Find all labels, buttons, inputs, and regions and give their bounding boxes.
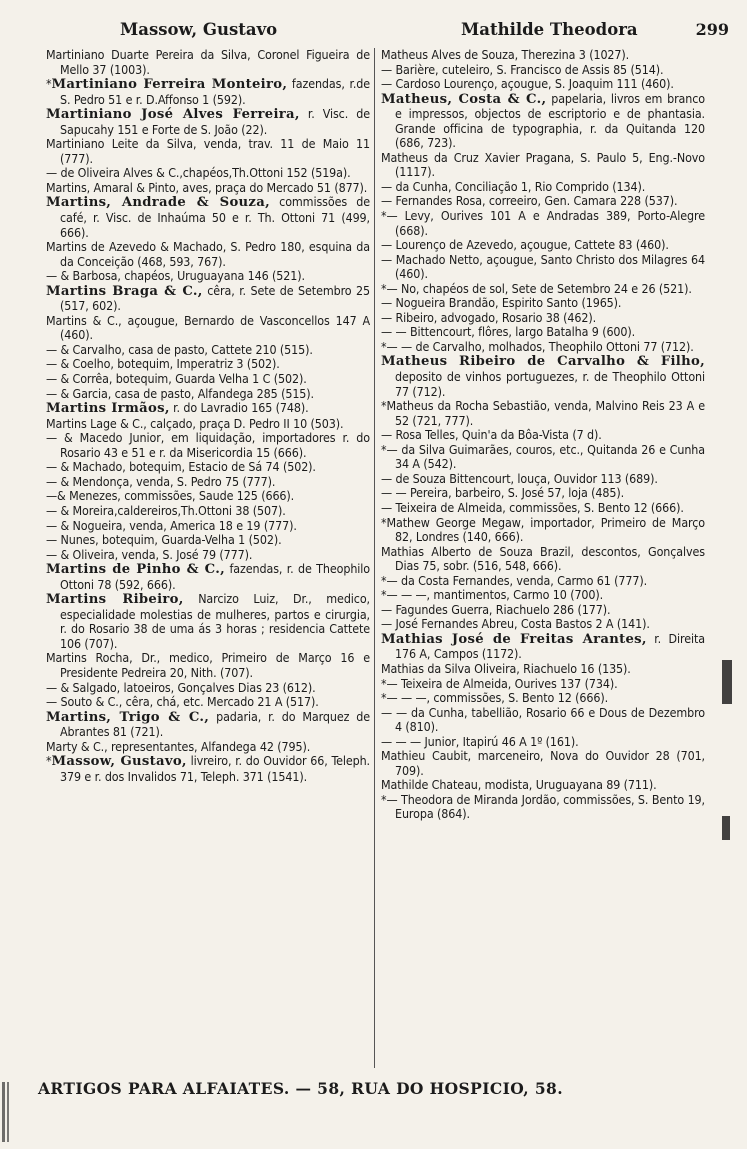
entry-text: — Rosa Telles, Quin'a da Bôa-Vista (7 d). [381,427,602,443]
entry-text: r. do Lavradio 165 (748). [169,400,309,416]
directory-columns [46,48,705,1068]
entry-asterisk: * [381,572,387,588]
entry-text: — Lourenço de Azevedo, açougue, Cattete 83 (460). [381,237,669,253]
entry-asterisk: * [381,208,387,224]
directory-entry [46,240,370,269]
margin-bracket-mark [2,1082,16,1142]
entry-text: — Souto & C., cêra, chá, etc. Mercado 21 A (517). [46,694,319,710]
entry-text: — de Souza Bittencourt, louça, Ouvidor 113 (689). [381,470,658,486]
entry-text: Martins, Amaral & Pinto, aves, praça do Mercado 51 (877). [46,179,368,195]
entry-text: — & Mendonça, venda, S. Pedro 75 (777). [46,473,276,489]
directory-entry [46,431,370,460]
entry-name: Matheus, Costa & C., [381,91,547,107]
entry-name: Martiniano José Alves Ferreira, [46,107,300,123]
entry-text: — Nunes, botequim, Guarda-Velha 1 (502). [46,532,282,548]
directory-entry [381,691,705,706]
directory-entry [381,428,705,443]
entry-text: cêra, r. Sete de Setembro 25 (517, 602). [60,282,371,314]
entry-name: Martiniano Ferreira Monteiro, [51,77,288,93]
entry-asterisk: * [381,514,387,530]
entry-text: padaria, r. do Marquez de Abrantes 81 (721). [60,708,371,740]
header-right-keyword: Mathilde Theodora [461,20,638,39]
directory-entry [381,354,705,399]
directory-entry [381,180,705,195]
entry-text: Mathilde Chateau, modista, Uruguayana 89 (711). [381,777,657,793]
entry-asterisk: * [381,441,387,457]
advertisement-footer: ARTIGOS PARA ALFAIATES. — 58, RUA DO HOSPICIO, 58. [38,1079,563,1098]
entry-text: deposito de vinhos portuguezes, r. de Theophilo Ottoni 77 (712). [395,369,705,399]
directory-entry [381,749,705,778]
directory-entry [46,460,370,475]
entry-name: Martins Irmãos, [46,401,170,417]
entry-asterisk: * [381,675,387,691]
entry-text: — & Nogueira, venda, America 18 e 19 (777). [46,517,297,533]
directory-entry [381,617,705,632]
directory-entry [46,137,370,166]
entry-text: commissões de café, r. Visc. de Inhaúma 50 e r. Th. Ottoni 71 (499, 666). [60,194,370,240]
entry-text: —& Menezes, commissões, Saude 125 (666). [46,488,295,504]
directory-entry [381,194,705,209]
entry-text: — da Silva Guimarães, couros, etc., Quitanda 26 e Cunha 34 A (542). [386,441,705,472]
entry-text: fazendas, r.de S. Pedro 51 e r. D.Affonso 1 (592). [60,76,370,107]
directory-entry [46,181,370,196]
directory-entry [381,574,705,589]
directory-entry [46,562,370,592]
header-left-keyword: Massow, Gustavo [120,20,278,39]
entry-asterisk: * [46,76,52,92]
entry-asterisk: * [381,690,387,706]
entry-text: — Ribeiro, advogado, Rosario 38 (462). [381,309,597,325]
directory-entry [381,209,705,238]
entry-text: Mathias da Silva Oliveira, Riachuelo 16 (135). [381,660,631,676]
directory-entry [46,417,370,432]
right-column [375,48,705,1068]
entry-text: — — —, commissões, S. Bento 12 (666). [386,690,609,706]
directory-entry [46,107,370,137]
entry-text: — & Carvalho, casa de pasto, Cattete 210 (515). [46,341,313,357]
directory-entry [381,92,705,151]
entry-text: — Teixeira de Almeida, Ourives 137 (734). [386,675,618,691]
entry-text: Mathew George Megaw, importador, Primeiro de Março 82, Londres (140, 666). [386,514,705,545]
entry-text: — — —, mantimentos, Carmo 10 (700). [386,587,604,603]
entry-text: — Teixeira de Almeida, commissões, S. Bento 12 (666). [381,499,684,515]
directory-entry [46,475,370,490]
directory-entry [381,632,705,662]
entry-text: Martins & C., açougue, Bernardo de Vasconcellos 147 A (460). [46,312,370,343]
entry-asterisk: * [381,280,387,296]
directory-entry [46,387,370,402]
directory-entry [46,695,370,710]
entry-text: r. Direita 176 A, Campos (1172). [395,630,705,662]
directory-entry [381,238,705,253]
entry-text: — Fagundes Guerra, Riachuelo 286 (177). [381,601,611,617]
entry-text: — & Machado, botequim, Estacio de Sá 74 (502). [46,459,316,475]
entry-text: Matheus da Cruz Xavier Pragana, S. Paulo 5, Eng.-Novo (1117). [381,149,705,180]
entry-text: — Nogueira Brandão, Espirito Santo (1965). [381,295,622,311]
directory-entry [46,651,370,680]
directory-entry [46,754,370,784]
entry-name: Mathias José de Freitas Arantes, [381,631,647,647]
entry-text: — — da Cunha, tabellião, Rosario 66 e Dous de Dezembro 4 (810). [381,704,705,735]
edge-ink-mark [722,660,732,704]
entry-text: — & Oliveira, venda, S. José 79 (777). [46,546,253,562]
entry-name: Martins de Pinho & C., [46,562,226,578]
directory-entry [46,284,370,314]
entry-name: Martins Braga & C., [46,283,203,299]
entry-text: — Theodora de Miranda Jordão, commissões, S. Bento 19, Europa (864). [386,791,705,822]
entry-text: Martiniano Duarte Pereira da Silva, Coronel Figueira de Mello 37 (1003). [46,48,370,77]
entry-asterisk: * [381,398,387,414]
directory-entry [381,662,705,677]
directory-entry [46,314,370,343]
entry-text: — & Macedo Junior, em liquidação, importadores r. do Rosario 43 e 51 e r. da Misericordia 15 (666). [46,430,370,460]
directory-entry [46,343,370,358]
entry-text: — & Corrêa, botequim, Guarda Velha 1 C (502). [46,371,307,387]
entry-asterisk: * [381,791,387,807]
entry-text: — No, chapéos de sol, Sete de Setembro 24 e 26 (521). [386,280,692,296]
entry-text: — & Salgado, latoeiros, Gonçalves Dias 23 (612). [46,679,316,695]
directory-entry [381,588,705,603]
directory-entry [46,48,370,77]
directory-entry [46,592,370,651]
directory-entry [381,325,705,340]
entry-name: Massow, Gustavo, [51,754,187,770]
directory-entry [46,504,370,519]
entry-asterisk: * [46,753,52,769]
directory-entry [381,472,705,487]
entry-text: — de Oliveira Alves & C.,chapéos,Th.Ottoni 152 (519a). [46,165,351,181]
entry-text: papelaria, livros em branco e impressos, objectos de escriptorio e de phantasia. Grande officina de typographia, r. da Quitanda 120 (686, 723). [395,90,705,151]
entry-text: — — — Junior, Itapirú 46 A 1º (161). [381,733,579,749]
page-number: 299 [695,20,729,39]
directory-entry [46,372,370,387]
directory-entry [381,486,705,501]
directory-entry [381,253,705,282]
directory-entry [381,677,705,692]
directory-entry [381,48,705,63]
entry-text: — Barière, cuteleiro, S. Francisco de Assis 85 (514). [381,61,664,77]
directory-entry [46,77,370,107]
entry-name: Martins, Trigo & C., [46,709,210,725]
entry-text: — — de Carvalho, molhados, Theophilo Ottoni 77 (712). [386,338,694,354]
directory-entry [381,501,705,516]
directory-entry [381,603,705,618]
entry-text: — Fernandes Rosa, correeiro, Gen. Camara 228 (537). [381,193,678,209]
entry-text: — da Costa Fernandes, venda, Carmo 61 (777). [386,572,648,588]
entry-text: Martins Rocha, Dr., medico, Primeiro de Março 16 e Presidente Pedreira 20, Nith. (707). [46,650,370,680]
entry-text: Matheus da Rocha Sebastião, venda, Malvino Reis 23 A e 52 (721, 777). [386,398,705,428]
entry-text: — — Pereira, barbeiro, S. José 57, loja (485). [381,485,625,501]
directory-entry [381,340,705,355]
directory-entry [381,735,705,750]
entry-text: fazendas, r. de Theophilo Ottoni 78 (592, 666). [60,561,370,592]
directory-entry [46,401,370,417]
entry-text: Narcizo Luiz, Dr., medico, especialidade molestias de mulheres, partos e cirurgia, r. do Rosario 38 de uma ás 3 horas ; residencia Cattete 106 (707). [60,591,370,651]
directory-entry [46,548,370,563]
entry-asterisk: * [381,587,387,603]
entry-text: Mathias Alberto de Souza Brazil, descontos, Gonçalves Dias 75, sobr. (516, 548, 666). [381,543,705,574]
entry-text: — Cardoso Lourenço, açougue, S. Joaquim 111 (460). [381,76,674,92]
directory-entry [381,151,705,180]
directory-entry [381,77,705,92]
entry-name: Matheus Ribeiro de Carvalho & Filho, [381,354,705,370]
entry-text: — & Garcia, casa de pasto, Alfandega 285 (515). [46,385,314,401]
entry-text: — & Moreira,caldereiros,Th.Ottoni 38 (507). [46,502,286,518]
directory-entry [46,195,370,240]
entry-text: livreiro, r. do Ouvidor 66, Teleph. 379 e r. dos Invalidos 71, Teleph. 371 (1541). [60,753,370,784]
entry-text: Martins de Azevedo & Machado, S. Pedro 180, esquina da da Conceição (468, 593, 767). [46,239,370,269]
entry-text: Martins Lage & C., calçado, praça D. Pedro II 10 (503). [46,415,344,431]
entry-text: — Levy, Ourives 101 A e Andradas 389, Porto-Alegre (668). [386,208,705,238]
entry-text: — da Cunha, Conciliação 1, Rio Comprido (134). [381,178,646,194]
left-column [46,48,375,1068]
entry-text: Marty & C., representantes, Alfandega 42 (795). [46,738,311,754]
directory-entry [381,706,705,735]
directory-entry [46,357,370,372]
directory-entry [381,443,705,472]
entry-text: — — Bittencourt, flôres, largo Batalha 9 (600). [381,324,636,340]
directory-entry [46,519,370,534]
directory-entry [46,489,370,504]
entry-text: Matheus Alves de Souza, Therezina 3 (1027). [381,48,630,62]
directory-entry [381,778,705,793]
directory-entry [381,63,705,78]
directory-entry [381,545,705,574]
entry-text: — & Coelho, botequim, Imperatriz 3 (502). [46,356,280,372]
entry-name: Martins, Andrade & Souza, [46,195,270,211]
entry-name: Martins Ribeiro, [46,592,184,608]
directory-entry [381,282,705,297]
entry-asterisk: * [381,338,387,354]
directory-entry [381,399,705,428]
directory-entry [381,311,705,326]
page-header [50,20,729,44]
directory-entry [46,740,370,755]
entry-text: — & Barbosa, chapéos, Uruguayana 146 (521). [46,268,305,284]
directory-entry [381,516,705,545]
entry-text: Mathieu Caubit, marceneiro, Nova do Ouvidor 28 (701, 709). [381,748,705,778]
directory-entry [46,269,370,284]
entry-text: r. Visc. de Sapucahy 151 e Forte de S. João (22). [60,106,370,137]
directory-entry [46,533,370,548]
entry-text: — José Fernandes Abreu, Costa Bastos 2 A (141). [381,616,650,632]
directory-entry [381,793,705,822]
entry-text: — Machado Netto, açougue, Santo Christo dos Milagres 64 (460). [381,251,705,282]
directory-entry [381,296,705,311]
directory-entry [46,166,370,181]
directory-entry [46,710,370,740]
entry-text: Martiniano Leite da Silva, venda, trav. 11 de Maio 11 (777). [46,136,370,166]
directory-entry [46,681,370,696]
edge-ink-mark [722,816,730,840]
